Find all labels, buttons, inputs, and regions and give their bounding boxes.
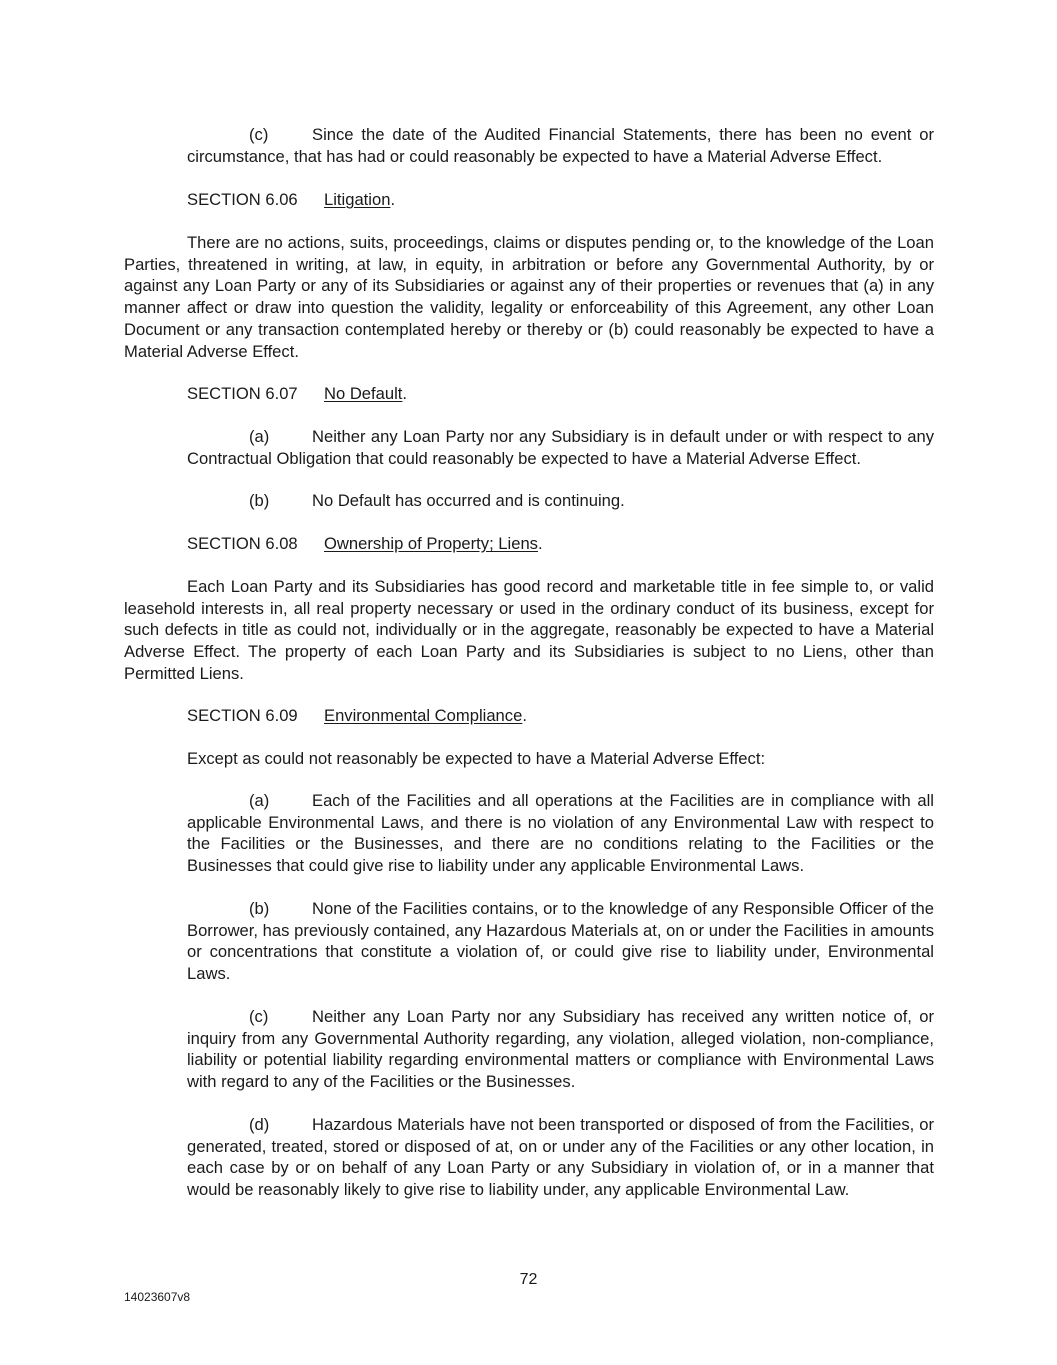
section-title: No Default xyxy=(324,384,403,403)
clause-label: (a) xyxy=(249,791,270,810)
clause-label: (d) xyxy=(249,1115,270,1134)
paragraph-6-09-c xyxy=(187,1006,934,1093)
section-title-punct: . xyxy=(522,706,527,725)
section-number: SECTION 6.07 xyxy=(187,384,298,403)
paragraph-6-09-b xyxy=(187,898,934,985)
paragraph-6-05-c xyxy=(187,124,934,167)
section-number: SECTION 6.08 xyxy=(187,534,298,553)
paragraph-6-07-b xyxy=(187,490,934,512)
page-number: 72 xyxy=(519,1271,538,1288)
section-6-08-body: Each Loan Party and its Subsidiaries has good record and marketable title in fee simple to, or valid leasehold interests in, all real property necessary or used in the ordinary conduct of its business, except for such defects in title as could not, individually or in the aggregate, reasonably be expected to have a Material Adverse Effect. The property of each Loan Party and its Subsidiaries is subject to no Liens, other than Permitted Liens. xyxy=(124,577,934,683)
clause-text: Neither any Loan Party nor any Subsidiary is in default under or with respect to any Contractual Obligation that could reasonably be expected to have a Material Adverse Effect. xyxy=(187,427,934,468)
section-title-punct: . xyxy=(402,384,408,403)
clause-label: (a) xyxy=(249,427,270,446)
section-title-punct: . xyxy=(537,534,543,553)
section-heading-6-08 xyxy=(187,533,934,555)
section-6-09-intro: Except as could not reasonably be expected to have a Material Adverse Effect: xyxy=(187,749,766,768)
paragraph-6-09-d xyxy=(187,1114,934,1201)
clause-text: None of the Facilities contains, or to the knowledge of any Responsible Officer of the Borrower, has previously contained, any Hazardous Materials at, on or under the Facilities in amounts or concentrations that constitute a violation of, or could give rise to liability under, Environmental Laws. xyxy=(187,899,934,984)
clause-text: Neither any Loan Party nor any Subsidiary has received any written notice of, or inquiry from any Governmental Authority regarding, any violation, alleged violation, non-compliance, liability or potential liability regarding environmental matters or compliance with Environmental Laws with regard to any of the Facilities or the Businesses. xyxy=(187,1007,934,1092)
paragraph-6-09-a xyxy=(187,790,934,877)
section-6-06-body: There are no actions, suits, proceedings, claims or disputes pending or, to the knowledge of the Loan Parties, threatened in writing, at law, in equity, in arbitration or before any Governmental Authority, by or against any Loan Party or any of its Subsidiaries or against any of their properties or revenues that (a) in any manner affect or draw into question the validity, legality or enforceability of this Agreement, any other Loan Document or any transaction contemplated hereby or thereby or (b) could reasonably be expected to have a Material Adverse Effect. xyxy=(124,233,934,361)
section-heading-6-07 xyxy=(187,383,934,405)
clause-label: (b) xyxy=(249,491,270,510)
document-id: 14023607v8 xyxy=(124,1290,191,1304)
section-title: Ownership of Property; Liens xyxy=(324,534,538,553)
paragraph-6-07-a xyxy=(187,426,934,469)
clause-text: Hazardous Materials have not been transported or disposed of from the Facilities, or generated, treated, stored or disposed of at, on or under any of the Facilities or any other location, in each case by or on behalf of any Loan Party or any Subsidiary in violation of, or in a manner that would be reasonably likely to give rise to liability under, any applicable Environmental Law. xyxy=(187,1115,934,1200)
clause-label: (b) xyxy=(249,899,270,918)
section-number: SECTION 6.09 xyxy=(187,706,298,725)
clause-label: (c) xyxy=(249,1007,269,1026)
clause-text: Since the date of the Audited Financial Statements, there has been no event or circumstance, that has had or could reasonably be expected to have a Material Adverse Effect. xyxy=(187,125,934,166)
clause-text: Each of the Facilities and all operations at the Facilities are in compliance with all applicable Environmental Laws, and there is no violation of any Environmental Law with respect to the Facilities or the Businesses, and there are no conditions relating to the Facilities or the Businesses that could give rise to liability under any applicable Environmental Laws. xyxy=(187,791,934,876)
section-number: SECTION 6.06 xyxy=(187,190,298,209)
section-heading-6-06 xyxy=(187,189,934,211)
section-title: Litigation xyxy=(324,190,391,209)
section-title: Environmental Compliance xyxy=(324,706,523,725)
section-heading-6-09 xyxy=(187,705,934,727)
section-title-punct: . xyxy=(390,190,396,209)
clause-text: No Default has occurred and is continuing. xyxy=(312,491,625,510)
clause-label: (c) xyxy=(249,125,269,144)
